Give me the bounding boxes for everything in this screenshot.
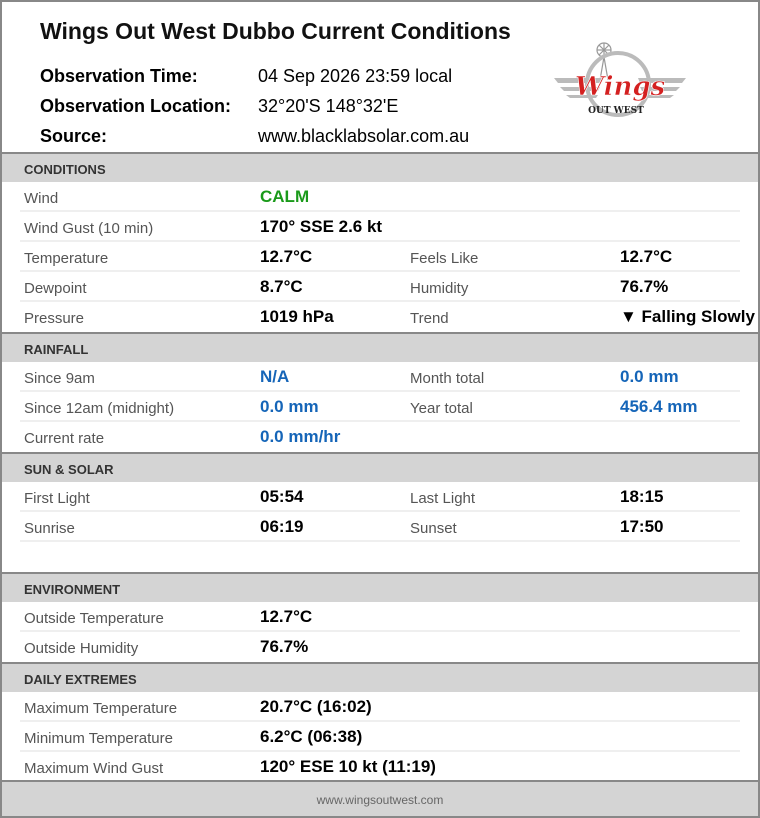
- dewpoint-row: [2, 272, 758, 302]
- spacer: [2, 542, 758, 572]
- max-wind-gust-label: Maximum Wind Gust: [24, 760, 164, 777]
- wind-value: CALM: [260, 187, 310, 206]
- dewpoint-label: Dewpoint: [24, 280, 87, 297]
- sunrise-label: Sunrise: [24, 520, 75, 537]
- sunrise-row: [2, 512, 758, 542]
- humidity-value: 76.7%: [620, 277, 669, 296]
- max-temperature-row: [2, 692, 758, 722]
- max-temperature-label: Maximum Temperature: [24, 700, 178, 717]
- current-rate-value: 0.0 mm/hr: [260, 427, 341, 446]
- footer-link[interactable]: www.wingsoutwest.com: [2, 780, 758, 816]
- since-midnight-value: 0.0 mm: [260, 397, 319, 416]
- observation-time-value: 04 Sep 2026 23:59 local: [258, 66, 453, 86]
- outside-temperature-label: Outside Temperature: [24, 610, 164, 627]
- since-9am-row: [2, 362, 758, 392]
- current-rate-row: [2, 422, 758, 452]
- min-temperature-value: 6.2°C (06:38): [260, 727, 363, 746]
- trend-value: ▼ Falling Slowly: [620, 307, 755, 326]
- dewpoint-value: 8.7°C: [260, 277, 303, 296]
- page-title: Wings Out West Dubbo Current Conditions: [40, 18, 511, 44]
- daily-extremes-heading: DAILY EXTREMES: [2, 662, 758, 692]
- logo-outwest-text: OUT WEST: [588, 106, 644, 116]
- wind-gust-row: [2, 212, 758, 242]
- outside-temperature-value: 12.7°C: [260, 607, 313, 626]
- wind-label: Wind: [24, 190, 59, 207]
- feels-like-label: Feels Like: [410, 250, 479, 267]
- since-midnight-label: Since 12am (midnight): [24, 400, 175, 417]
- since-midnight-row: [2, 392, 758, 422]
- observation-time-label: Observation Time:: [40, 66, 198, 86]
- outside-temperature-row: [2, 602, 758, 632]
- pressure-row: [2, 302, 758, 332]
- rainfall-heading: RAINFALL: [2, 332, 758, 362]
- wind-row: [2, 182, 758, 212]
- last-light-label: Last Light: [410, 490, 476, 507]
- pressure-value: 1019 hPa: [260, 307, 334, 326]
- sunset-label: Sunset: [410, 520, 457, 537]
- max-temperature-value: 20.7°C (16:02): [260, 697, 372, 716]
- month-total-value: 0.0 mm: [620, 367, 679, 386]
- wind-gust-value: 170° SSE 2.6 kt: [260, 217, 383, 236]
- first-light-label: First Light: [24, 490, 90, 507]
- feels-like-value: 12.7°C: [620, 247, 673, 266]
- source-value: www.blacklabsolar.com.au: [258, 126, 470, 146]
- observation-location-label: Observation Location:: [40, 96, 232, 116]
- observation-location-value: 32°20'S 148°32'E: [258, 96, 399, 116]
- min-temperature-label: Minimum Temperature: [24, 730, 173, 747]
- pressure-label: Pressure: [24, 310, 85, 327]
- max-wind-gust-value: 120° ESE 10 kt (11:19): [260, 757, 436, 776]
- wings-out-west-logo: [550, 40, 690, 126]
- logo-wings-text: Wings: [574, 72, 666, 102]
- sunrise-value: 06:19: [260, 517, 304, 536]
- min-temperature-row: [2, 722, 758, 752]
- sunset-value: 17:50: [620, 517, 664, 536]
- first-light-value: 05:54: [260, 487, 304, 506]
- since-9am-label: Since 9am: [24, 370, 95, 387]
- month-total-label: Month total: [410, 370, 485, 387]
- temperature-row: [2, 242, 758, 272]
- wind-gust-label: Wind Gust (10 min): [24, 220, 154, 237]
- since-9am-value: N/A: [260, 367, 290, 386]
- last-light-value: 18:15: [620, 487, 664, 506]
- sun-solar-heading: SUN & SOLAR: [2, 452, 758, 482]
- max-wind-gust-row: [2, 752, 758, 782]
- conditions-heading: CONDITIONS: [2, 152, 758, 182]
- outside-humidity-value: 76.7%: [260, 637, 309, 656]
- source-label: Source:: [40, 126, 108, 146]
- year-total-label: Year total: [410, 400, 473, 417]
- trend-label: Trend: [410, 310, 449, 327]
- temperature-value: 12.7°C: [260, 247, 313, 266]
- year-total-value: 456.4 mm: [620, 397, 698, 416]
- environment-heading: ENVIRONMENT: [2, 572, 758, 602]
- outside-humidity-label: Outside Humidity: [24, 640, 139, 657]
- first-light-row: [2, 482, 758, 512]
- page-header: [2, 2, 758, 152]
- outside-humidity-row: [2, 632, 758, 662]
- temperature-label: Temperature: [24, 250, 109, 267]
- humidity-label: Humidity: [410, 280, 469, 297]
- current-rate-label: Current rate: [24, 430, 105, 447]
